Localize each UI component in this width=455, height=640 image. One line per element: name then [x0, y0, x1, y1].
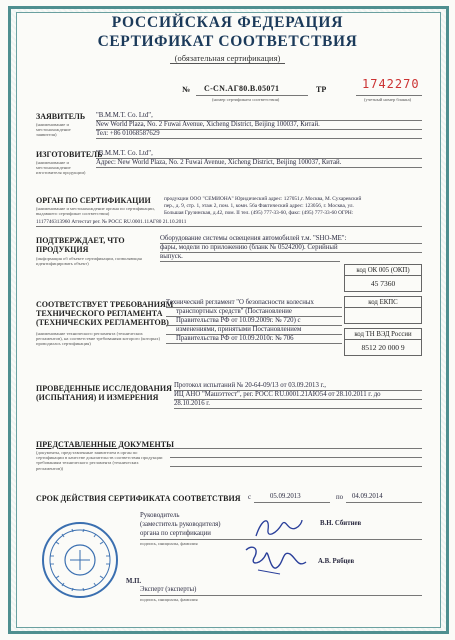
validity-to-label: по	[336, 494, 344, 501]
tests-line2: ИЦ АНО "Машэттест", рег. РОСС RU.0001.21АЮ54 от 28.10.2011 г. до	[174, 391, 381, 398]
rule	[174, 390, 422, 391]
expert-signature-image	[240, 540, 310, 580]
tnved-code-value: 8512 20 000 9	[361, 343, 405, 352]
rule	[140, 595, 422, 596]
product-caption: (информация об объекте сертификации, позволяющая идентифицировать объект)	[36, 256, 142, 267]
rule	[36, 226, 422, 227]
rule	[160, 243, 422, 244]
certificate-number: C-CN.АГ80.В.05071	[204, 84, 280, 93]
rule	[96, 129, 422, 130]
head-title-1: Руководитель	[140, 512, 180, 519]
applicant-label: ЗАЯВИТЕЛЬ	[36, 112, 86, 121]
okp-code-label: код ОК 005 (ОКП)	[345, 265, 421, 276]
tests-label-1: ПРОВЕДЕННЫЕ ИССЛЕДОВАНИЯ	[36, 384, 172, 393]
expert-name: А.В. Рябцев	[318, 558, 355, 565]
certificate-title: СЕРТИФИКАТ СООТВЕТСТВИЯ	[97, 33, 358, 50]
rule	[166, 316, 342, 317]
rule	[346, 502, 422, 503]
okp-code-box	[344, 264, 422, 292]
certification-stamp	[40, 520, 120, 600]
head-signature-image	[252, 512, 304, 542]
okp-code-value: 45 7360	[370, 279, 396, 288]
rule	[166, 343, 342, 344]
rule	[166, 334, 342, 335]
product-line1: Оборудование системы освещения автомобилей т.м. "SHO-ME":	[160, 235, 347, 242]
product-line3: выпуск.	[160, 253, 183, 260]
number-caption: (номер сертификата соответствия)	[212, 97, 280, 102]
rule	[96, 158, 422, 159]
compliance-line1: Технический регламент "О безопасности колесных	[166, 299, 314, 306]
head-title-2: (заместитель руководителя)	[140, 521, 221, 528]
certification-type: (обязательная сертификация)	[174, 53, 281, 63]
rule	[170, 466, 422, 467]
compliance-line4: изменениями, принятыми Постановлением	[176, 326, 302, 333]
documents-label: ПРЕДСТАВЛЕННЫЕ ДОКУМЕНТЫ	[36, 440, 174, 449]
rule	[160, 252, 422, 253]
tr-label: ТР	[316, 85, 327, 94]
validity-from-date: 05.09.2013	[270, 493, 301, 500]
applicant-caption: (наименование и местонахождение заявителя)	[36, 122, 71, 138]
compliance-line3: Правительства РФ от 10.09.2009г. № 720) с	[176, 317, 301, 324]
tests-line1: Протокол испытаний № 20-64-09/13 от 03.09.2013 г.,	[174, 382, 326, 389]
ekps-code-label: код ЕКПС	[345, 297, 421, 308]
cert-body-line1: продукции ООО "СЕМИОНА" Юридический адрес: 127051,г. Москва, М. Сухаревский	[164, 196, 362, 202]
compliance-caption: (наименование технического регламента (технических регламентов), на соответствие требованиям которого (которых) проводилась сертификация)	[36, 331, 161, 347]
serial-underline	[356, 95, 422, 96]
cert-body-line4: 1117746313960 Аттестат рег. № РОСС RU.0001.11АГ80 21.10.2011	[36, 219, 187, 225]
compliance-label-1: СООТВЕТСТВУЕТ ТРЕБОВАНИЯМ	[36, 300, 174, 309]
country-title: РОССИЙСКАЯ ФЕДЕРАЦИЯ	[111, 14, 344, 31]
tnved-code-label: код ТН ВЭД России	[345, 329, 421, 340]
expert-label: Эксперт (эксперты)	[140, 586, 197, 593]
rule	[96, 120, 422, 121]
compliance-line2: транспортных средств" (Постановление	[176, 308, 292, 315]
subtitle-underline	[170, 63, 285, 64]
tests-line3: 28.10.2016 г.	[174, 400, 211, 407]
rule	[166, 307, 342, 308]
applicant-address: New World Plaza, No. 2 Fuwai Avenue, Xicheng District, Beijing 100037, Китай.	[96, 121, 320, 128]
manufacturer-address: Адрес: New World Plaza, No. 2 Fuwai Avenue, Xicheng District, Beijing 100037, Китай.	[96, 159, 342, 166]
ekps-code-box	[344, 296, 422, 324]
applicant-phone: Тел: +86 01068587629	[96, 130, 160, 137]
rule	[174, 408, 422, 409]
applicant-name: "B.M.M.T. Co. Ltd",	[96, 112, 153, 119]
rule	[160, 261, 340, 262]
product-label-1: ПОДТВЕРЖДАЕТ, ЧТО	[36, 236, 125, 245]
validity-to-date: 04.09.2014	[352, 493, 383, 500]
cert-body-label: ОРГАН ПО СЕРТИФИКАЦИИ	[36, 196, 151, 205]
head-signature-caption: подпись, инициалы, фамилия	[140, 541, 198, 546]
compliance-line5: Правительства РФ от 10.09.2010г. № 706	[176, 335, 294, 342]
manufacturer-caption: (наименование и местонахождение изготовителя продукции)	[36, 160, 86, 176]
manufacturer-name: "B.M.M.T. Co. Ltd",	[96, 150, 153, 157]
cert-body-caption: (наименование и местонахождение органа по сертификации, выдавшего сертификат соответствия)	[36, 206, 155, 217]
rule	[170, 448, 422, 449]
number-underline	[196, 95, 308, 96]
product-label-2: ПРОДУКЦИЯ	[36, 245, 89, 254]
compliance-label-2: ТЕХНИЧЕСКОГО РЕГЛАМЕНТА	[36, 309, 163, 318]
rule	[96, 167, 422, 168]
validity-label: СРОК ДЕЙСТВИЯ СЕРТИФИКАТА СООТВЕТСТВИЯ	[36, 494, 241, 503]
validity-from-label: с	[248, 494, 252, 501]
serial-caption: (учетный номер бланка)	[364, 97, 412, 102]
rule	[174, 399, 422, 400]
rule	[170, 457, 422, 458]
rule	[96, 138, 422, 139]
tests-label-2: (ИСПЫТАНИЯ) И ИЗМЕРЕНИЯ	[36, 393, 159, 402]
blank-serial-number: 1742270	[362, 77, 420, 91]
rule	[254, 502, 330, 503]
tnved-code-box	[344, 328, 422, 356]
head-title-3: органа по сертификации	[140, 530, 211, 537]
rule	[166, 325, 342, 326]
product-line2: фары, модели по приложению (бланк № 0524200). Серийный	[160, 244, 338, 251]
compliance-label-3: (ТЕХНИЧЕСКИХ РЕГЛАМЕНТОВ)	[36, 318, 169, 327]
number-sign: №	[182, 85, 191, 94]
cert-body-line3: Большая Грузинская, д.42, пом. II тел. (495) 777-33-60, факс: (495) 777-33-60 ОГРН:	[164, 210, 354, 216]
expert-signature-caption: подпись, инициалы, фамилия	[140, 597, 198, 602]
head-name: В.Н. Сбитнев	[320, 520, 362, 527]
manufacturer-label: ИЗГОТОВИТЕЛЬ	[36, 150, 103, 159]
cert-body-line2: пер., д. 9, стр. 1, этаж 2, пом. 1, комн. 56а Фактический адрес: 123056, г. Москва, ул.	[164, 203, 354, 209]
stamp-place-mark: М.П.	[126, 578, 142, 585]
documents-caption: (документы, представленные заявителем в орган по сертификации в качестве доказательств соответствия продукции требованиям технического регламента (технических регламентов))	[36, 450, 163, 471]
